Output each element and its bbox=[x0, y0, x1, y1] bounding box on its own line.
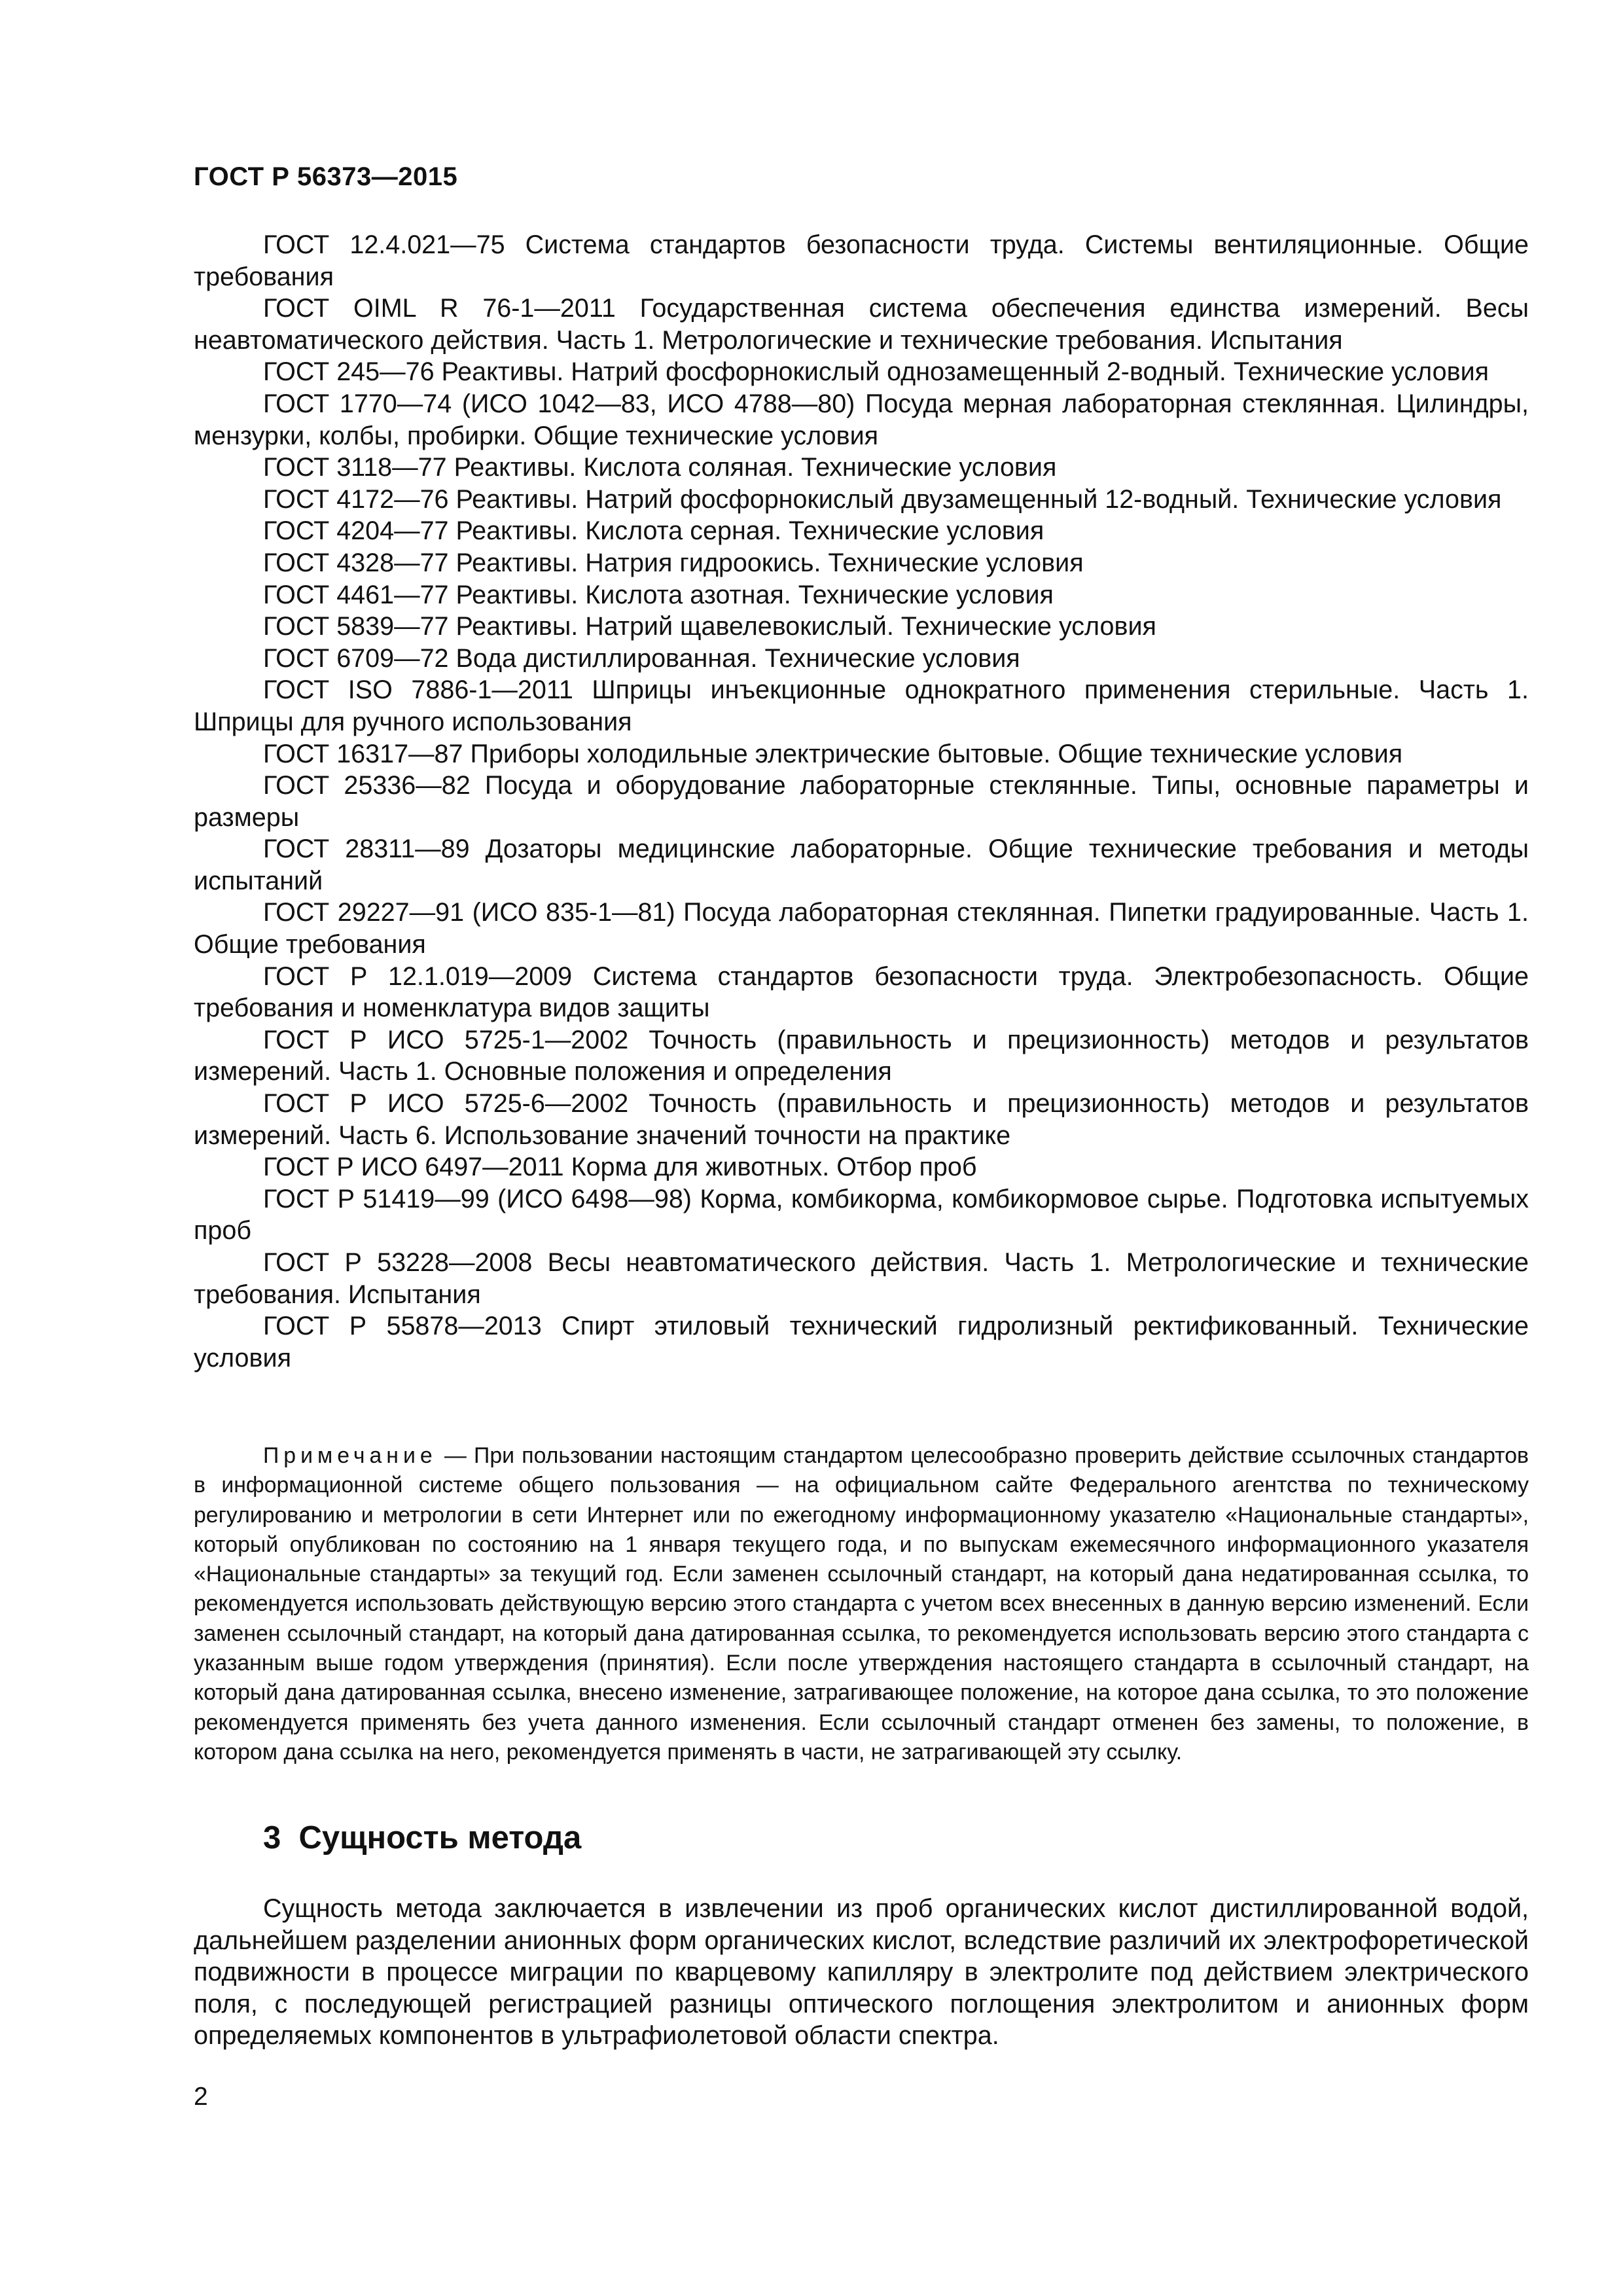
reference-item: ГОСТ 16317—87 Приборы холодильные электрические бытовые. Общие технические условия bbox=[263, 739, 1403, 768]
section-body: Сущность метода заключается в извлечении из проб органических кислот дистиллированной водой, дальнейшем разделении анионных форм органических кислот, вследствие различий их электрофоретической подвижности в процессе миграции по кварцевому капилляру в электролите под действием электрического поля, с последующей регистрацией разницы оптического поглощения электролитом и анионных форм определяемых компонентов в ультрафиолетовой области спектра. bbox=[194, 1894, 1529, 2051]
reference-item: ГОСТ Р 53228—2008 Весы неавтоматического действия. Часть 1. Метрологические и технические требования. Испытания bbox=[194, 1248, 1529, 1309]
document-header: ГОСТ Р 56373—2015 bbox=[194, 162, 458, 191]
reference-item: ГОСТ 4328—77 Реактивы. Натрия гидроокись. Технические условия bbox=[263, 548, 1084, 577]
section-heading bbox=[263, 1820, 581, 1856]
reference-item: ГОСТ OIML R 76-1—2011 Государственная система обеспечения единства измерений. Весы неавтоматического действия. Часть 1. Метрологические и технические требования. Испытания bbox=[194, 294, 1529, 355]
reference-item: ГОСТ Р ИСО 6497—2011 Корма для животных. Отбор проб bbox=[263, 1153, 977, 1182]
reference-item: ГОСТ 4461—77 Реактивы. Кислота азотная. Технические условия bbox=[263, 580, 1054, 609]
reference-item: ГОСТ 4204—77 Реактивы. Кислота серная. Технические условия bbox=[263, 516, 1044, 546]
reference-item: ГОСТ 29227—91 (ИСО 835-1—81) Посуда лабораторная стеклянная. Пипетки градуированные. Часть 1. Общие требования bbox=[194, 898, 1529, 960]
note-paragraph bbox=[194, 1441, 1529, 1767]
reference-item: ГОСТ 1770—74 (ИСО 1042—83, ИСО 4788—80) Посуда мерная лабораторная стеклянная. Цилиндры, мензурки, колбы, пробирки. Общие технические условия bbox=[194, 389, 1529, 450]
reference-item: ГОСТ 245—76 Реактивы. Натрий фосфорнокислый однозамещенный 2-водный. Технические условия bbox=[263, 357, 1489, 387]
section-title: Сущность метода bbox=[298, 1820, 582, 1856]
reference-item: ГОСТ ISO 7886-1—2011 Шприцы инъекционные однократного применения стерильные. Часть 1. Шприцы для ручного использования bbox=[194, 675, 1529, 736]
note-label: Примечание bbox=[263, 1443, 437, 1468]
note-text: — При пользовании настоящим стандартом целесообразно проверить действие ссылочных стандартов в информационной системе общего пользования — на официальном сайте Федерального агентства по техническому регулированию и метрологии в сети Интернет или по ежегодному информационному указателю «Национальные стандарты», который опубликован по состоянию на 1 января текущего года, и по выпускам ежемесячного информационного указателя «Национальные стандарты» за текущий год. Если заменен ссылочный стандарт, на который дана недатированная ссылка, то рекомендуется использовать действующую версию этого стандарта с учетом всех внесенных в данную версию изменений. Если заменен ссылочный стандарт, на который дана датированная ссылка, то рекомендуется использовать версию этого стандарта с указанным выше годом утверждения (принятия). Если после утверждения настоящего стандарта в ссылочный стандарт, на который дана датированная ссылка, внесено изменение, затрагивающее положение, на которое дана ссылка, то это положение рекомендуется применять без учета данного изменения. Если ссылочный стандарт отменен без замены, то положение, в котором дана ссылка на него, рекомендуется применять в части, не затрагивающей эту ссылку. bbox=[194, 1443, 1529, 1765]
reference-item: ГОСТ 28311—89 Дозаторы медицинские лабораторные. Общие технические требования и методы испытаний bbox=[194, 834, 1529, 895]
normative-references-list bbox=[194, 229, 1529, 1374]
reference-item: ГОСТ Р 12.1.019—2009 Система стандартов безопасности труда. Электробезопасность. Общие требования и номенклатура видов защиты bbox=[194, 961, 1529, 1023]
reference-item: ГОСТ 6709—72 Вода дистиллированная. Технические условия bbox=[263, 643, 1020, 673]
reference-item: ГОСТ Р ИСО 5725-6—2002 Точность (правильность и прецизионность) методов и результатов измерений. Часть 6. Использование значений точности на практике bbox=[194, 1089, 1529, 1150]
reference-item: ГОСТ 4172—76 Реактивы. Натрий фосфорнокислый двузамещенный 12-водный. Технические условия bbox=[263, 484, 1502, 514]
section-number: 3 bbox=[263, 1820, 281, 1856]
reference-item: ГОСТ Р 51419—99 (ИСО 6498—98) Корма, комбикорма, комбикормовое сырье. Подготовка испытуемых проб bbox=[194, 1184, 1529, 1246]
reference-item: ГОСТ 25336—82 Посуда и оборудование лабораторные стеклянные. Типы, основные параметры и размеры bbox=[194, 771, 1529, 832]
reference-item: ГОСТ Р ИСО 5725-1—2002 Точность (правильность и прецизионность) методов и результатов измерений. Часть 1. Основные положения и определения bbox=[194, 1025, 1529, 1086]
reference-item: ГОСТ 5839—77 Реактивы. Натрий щавелевокислый. Технические условия bbox=[263, 612, 1156, 641]
reference-item: ГОСТ Р 55878—2013 Спирт этиловый технический гидролизный ректификованный. Технические условия bbox=[194, 1312, 1529, 1372]
page-number: 2 bbox=[194, 2083, 208, 2111]
reference-item: ГОСТ 12.4.021—75 Система стандартов безопасности труда. Системы вентиляционные. Общие требования bbox=[194, 230, 1529, 291]
reference-item: ГОСТ 3118—77 Реактивы. Кислота соляная. Технические условия bbox=[263, 453, 1057, 482]
